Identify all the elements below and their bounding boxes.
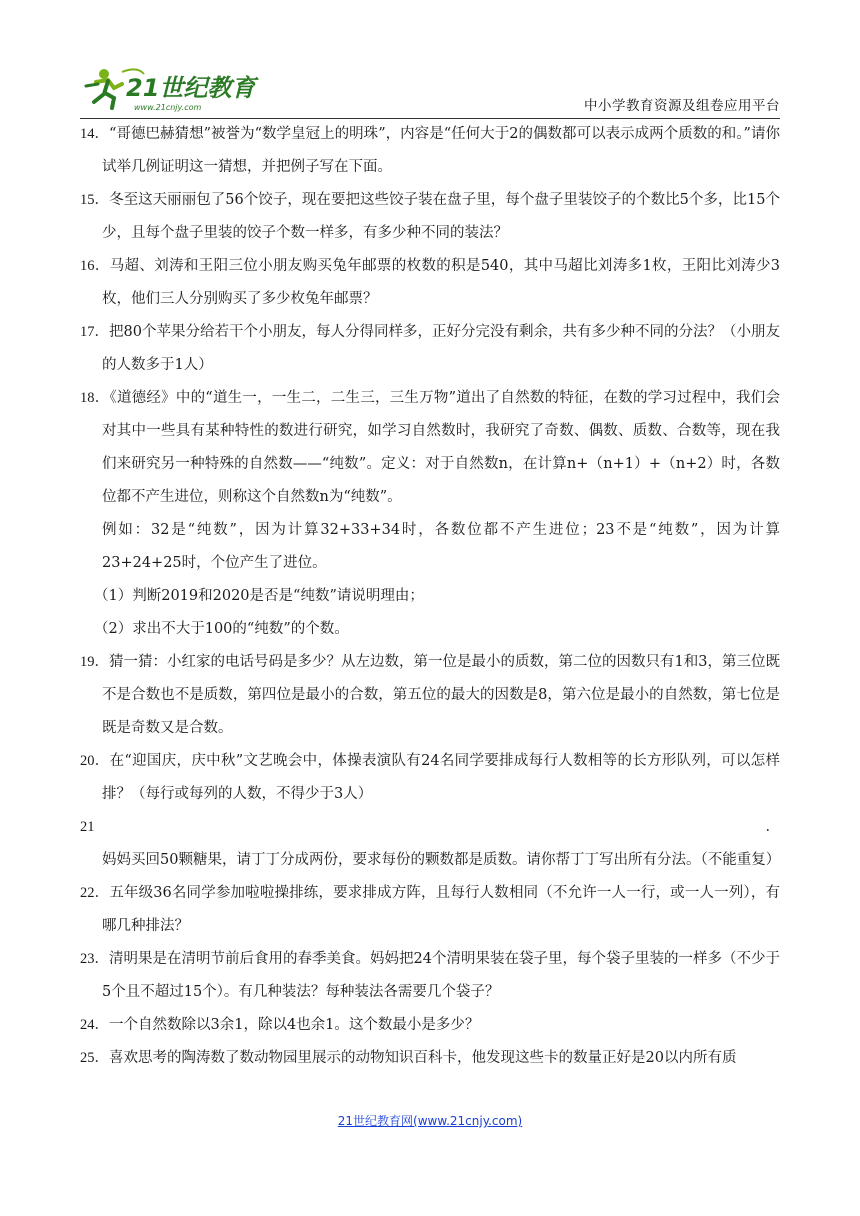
question-14: 14．“哥德巴赫猜想”被誉为“数学皇冠上的明珠”，内容是“任何大于2的偶数都可以表示成两个质数的和。”请你试举几例证明这一猜想，并把例子写在下面。 xyxy=(80,126,781,175)
question-18-part-2: （2）求出不大于100的“纯数”的个数。 xyxy=(94,621,349,637)
platform-title: 中小学教育资源及组卷应用平台 xyxy=(584,98,780,114)
page-footer xyxy=(0,1112,860,1129)
question-19: 19．猜一猜：小红家的电话号码是多少？从左边数，第一位是最小的质数，第二位的因数只有1和3，第三位既不是合数也不是质数，第四位是最小的合数，第五位的最大的因数是8，第六位是最小的自然数，第七位是既是奇数又是合数。 xyxy=(80,654,781,736)
footer-link[interactable]: 21世纪教育网(www.21cnjy.com) xyxy=(337,1114,523,1128)
21cnjy-logo xyxy=(82,64,282,114)
logo-text: 21世纪教育 xyxy=(126,74,256,102)
question-16: 16．马超、刘涛和王阳三位小朋友购买兔年邮票的枚数的积是540，其中马超比刘涛多1枚，王阳比刘涛少3枚，他们三人分别购买了多少枚兔年邮票？ xyxy=(80,258,781,307)
question-24: 24．一个自然数除以3余1，除以4也余1。这个数最小是多少？ xyxy=(80,1017,480,1033)
question-18-example: 例如：32是“纯数”，因为计算32+33+34时，各数位都不产生进位；23不是“纯数”，因为计算23+24+25时，个位产生了进位。 xyxy=(102,522,780,571)
question-18-part-1: （1）判断2019和2020是否是“纯数”请说明理由； xyxy=(94,588,424,604)
logo-url: www.21cnjy.com xyxy=(134,103,202,112)
question-20: 20．在“迎国庆，庆中秋”文艺晚会中，体操表演队有24名同学要排成每行人数相等的长方形队列，可以怎样排？（每行或每列的人数，不得少于3人） xyxy=(80,753,780,802)
question-22: 22．五年级36名同学参加啦啦操排练，要求排成方阵，且每行人数相同（不允许一人一行，或一人一列），有哪几种排法？ xyxy=(80,885,780,934)
question-17: 17．把80个苹果分给若干个小朋友，每人分得同样多，正好分完没有剩余，共有多少种不同的分法？（小朋友的人数多于1人） xyxy=(80,324,781,373)
question-23: 23．清明果是在清明节前后食用的春季美食。妈妈把24个清明果装在袋子里，每个袋子里装的一样多（不少于5个且不超过15个）。有几种装法？每种装法各需要几个袋子？ xyxy=(80,951,781,1000)
page-header xyxy=(80,62,780,119)
question-21: 21．妈妈买回50颗糖果，请丁丁分成两份，要求每份的颗数都是质数。请你帮丁丁写出所有分法。（不能重复） xyxy=(80,819,781,868)
question-18: 18．《道德经》中的“道生一，一生二，二生三，三生万物”道出了自然数的特征，在数的学习过程中，我们会对其中一些具有某种特性的数进行研究，如学习自然数时，我研究了奇数、偶数、质数、合数等，现在我们来研究另一种特殊的自然数——“纯数”。定义：对于自然数n，在计算n+（n+1）+（n+2）时，各数位都不产生进位，则称这个自然数n为“纯数”。 xyxy=(80,390,781,505)
question-list xyxy=(80,118,780,1075)
question-15: 15．冬至这天丽丽包了56个饺子，现在要把这些饺子装在盘子里，每个盘子里装饺子的个数比5个多，比15个少，且每个盘子里装的饺子个数一样多，有多少种不同的装法？ xyxy=(80,192,781,241)
question-25: 25．喜欢思考的陶涛数了数动物园里展示的动物知识百科卡，他发现这些卡的数量正好是20以内所有质 xyxy=(80,1050,737,1066)
